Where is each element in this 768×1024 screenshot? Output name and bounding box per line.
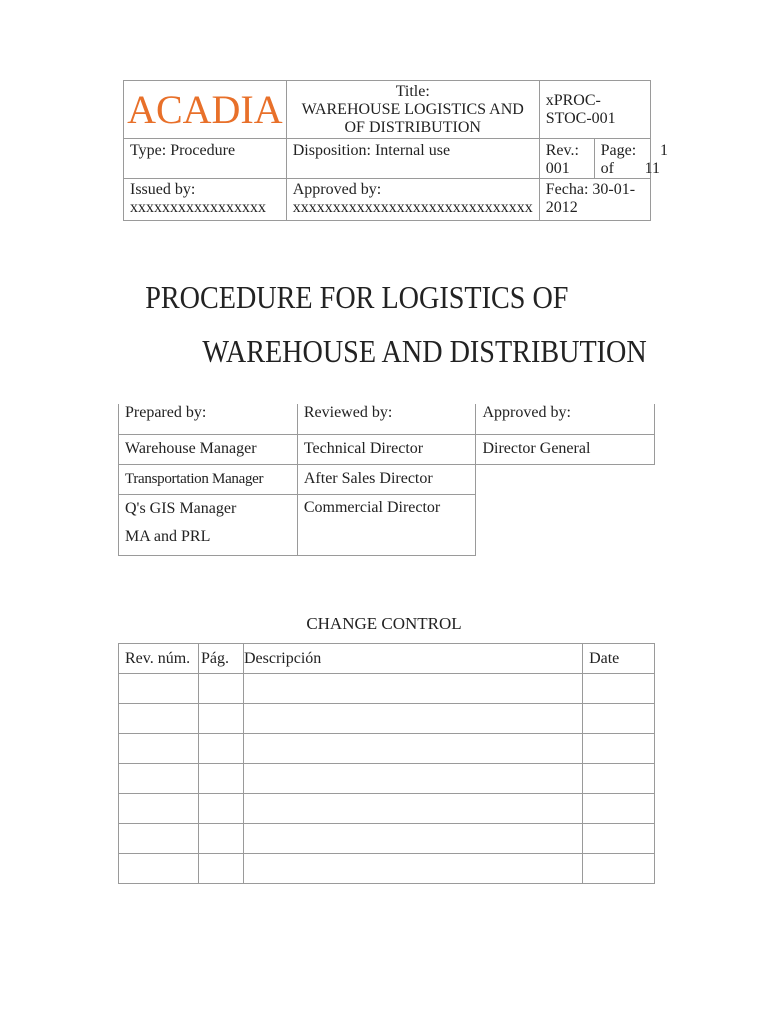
document-code: xPROC-STOC-001 bbox=[539, 81, 650, 139]
table-row bbox=[119, 824, 655, 854]
col-description: Descripción bbox=[243, 644, 582, 674]
prepared-by-header: Prepared by: bbox=[119, 404, 298, 434]
page-label: Page: bbox=[600, 142, 637, 159]
title-line-2: OF DISTRIBUTION bbox=[344, 119, 481, 136]
table-row bbox=[119, 764, 655, 794]
change-control-table bbox=[118, 643, 655, 884]
header-table bbox=[123, 80, 668, 221]
reviewed-by-3: Commercial Director bbox=[297, 494, 476, 555]
page-title-line-2: WAREHOUSE AND DISTRIBUTION bbox=[202, 333, 647, 369]
fecha: Fecha: 30-01-2012 bbox=[539, 179, 650, 221]
issued-by-cell bbox=[124, 179, 287, 221]
company-logo: ACADIA bbox=[124, 81, 287, 139]
approved-by-1: Director General bbox=[476, 434, 655, 464]
reviewed-by-header: Reviewed by: bbox=[297, 404, 476, 434]
page-of: of bbox=[600, 160, 614, 177]
page-title-line-1: PROCEDURE FOR LOGISTICS OF bbox=[145, 279, 569, 315]
revision-label: Rev.: bbox=[545, 142, 579, 159]
title-line-1: WAREHOUSE LOGISTICS AND bbox=[301, 101, 524, 118]
revision-value: 001 bbox=[545, 160, 570, 177]
prepared-by-3: Q's GIS Manager bbox=[125, 499, 237, 517]
col-page: Pág. bbox=[198, 644, 243, 674]
approvals-empty bbox=[476, 464, 655, 555]
table-row bbox=[119, 734, 655, 764]
col-date: Date bbox=[583, 644, 655, 674]
document-title-cell bbox=[286, 81, 539, 139]
reviewed-by-1: Technical Director bbox=[297, 434, 476, 464]
approved-by-label: Approved by: bbox=[292, 181, 382, 198]
page-current: 1 bbox=[660, 142, 668, 159]
document-type: Type: Procedure bbox=[124, 139, 287, 179]
prepared-by-1: Warehouse Manager bbox=[119, 434, 298, 464]
prepared-by-4: MA and PRL bbox=[125, 527, 211, 545]
table-row bbox=[119, 704, 655, 734]
approved-by-header: Approved by: bbox=[476, 404, 655, 434]
table-row bbox=[119, 674, 655, 704]
col-rev-num: Rev. núm. bbox=[119, 644, 199, 674]
issued-by-label: Issued by: bbox=[130, 181, 196, 198]
issued-by-value: xxxxxxxxxxxxxxxxx bbox=[130, 199, 266, 216]
page-total: 11 bbox=[644, 160, 660, 177]
page-cell bbox=[594, 139, 668, 179]
table-row bbox=[119, 854, 655, 884]
approved-by-cell bbox=[286, 179, 539, 221]
prepared-by-2: Transportation Manager bbox=[119, 464, 298, 494]
change-control-title: CHANGE CONTROL bbox=[306, 614, 462, 633]
approved-by-value: xxxxxxxxxxxxxxxxxxxxxxxxxxxxxx bbox=[292, 199, 533, 216]
revision-cell bbox=[539, 139, 594, 179]
page-title bbox=[0, 270, 676, 378]
prepared-by-3-cell bbox=[119, 494, 298, 555]
document-disposition: Disposition: Internal use bbox=[286, 139, 539, 179]
approvals-table bbox=[118, 404, 655, 556]
reviewed-by-2: After Sales Director bbox=[297, 464, 476, 494]
title-label: Title: bbox=[395, 83, 430, 100]
table-row bbox=[119, 794, 655, 824]
